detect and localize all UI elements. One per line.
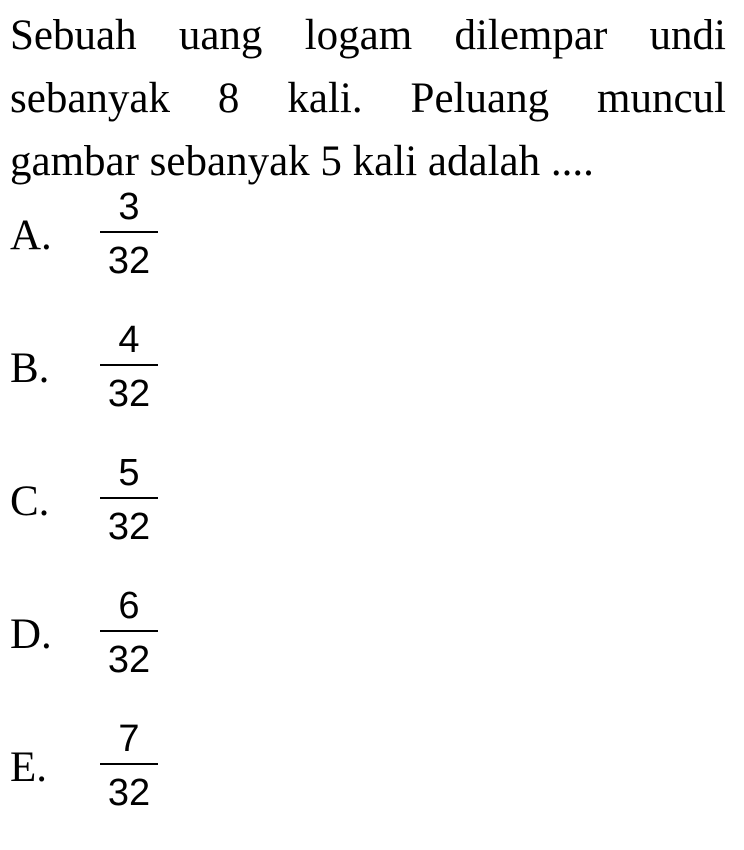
denominator: 32 bbox=[107, 373, 151, 415]
question-line-1: Sebuah uang logam dilempar undi bbox=[10, 12, 726, 59]
question-line-3: gambar sebanyak 5 kali adalah .... bbox=[10, 138, 594, 185]
numerator: 5 bbox=[118, 452, 140, 494]
numerator: 4 bbox=[118, 319, 140, 361]
option-c[interactable] bbox=[10, 451, 410, 584]
question-text bbox=[10, 4, 726, 193]
answer-options bbox=[10, 185, 410, 850]
option-e[interactable] bbox=[10, 717, 410, 850]
fraction bbox=[100, 318, 158, 418]
option-letter: A. bbox=[10, 212, 52, 259]
fraction bbox=[100, 451, 158, 551]
fraction bbox=[100, 717, 158, 817]
option-letter: E. bbox=[10, 744, 48, 791]
option-letter: D. bbox=[10, 611, 52, 658]
fraction bbox=[100, 185, 158, 285]
option-letter: B. bbox=[10, 345, 50, 392]
fraction bbox=[100, 584, 158, 684]
numerator: 6 bbox=[118, 585, 140, 627]
option-d[interactable] bbox=[10, 584, 410, 717]
option-letter: C. bbox=[10, 478, 50, 525]
denominator: 32 bbox=[107, 639, 151, 681]
denominator: 32 bbox=[107, 506, 151, 548]
question-line-2: sebanyak 8 kali. Peluang muncul bbox=[10, 75, 726, 122]
numerator: 7 bbox=[118, 718, 140, 760]
option-a[interactable] bbox=[10, 185, 410, 318]
denominator: 32 bbox=[107, 772, 151, 814]
option-b[interactable] bbox=[10, 318, 410, 451]
denominator: 32 bbox=[107, 240, 151, 282]
numerator: 3 bbox=[118, 186, 140, 228]
